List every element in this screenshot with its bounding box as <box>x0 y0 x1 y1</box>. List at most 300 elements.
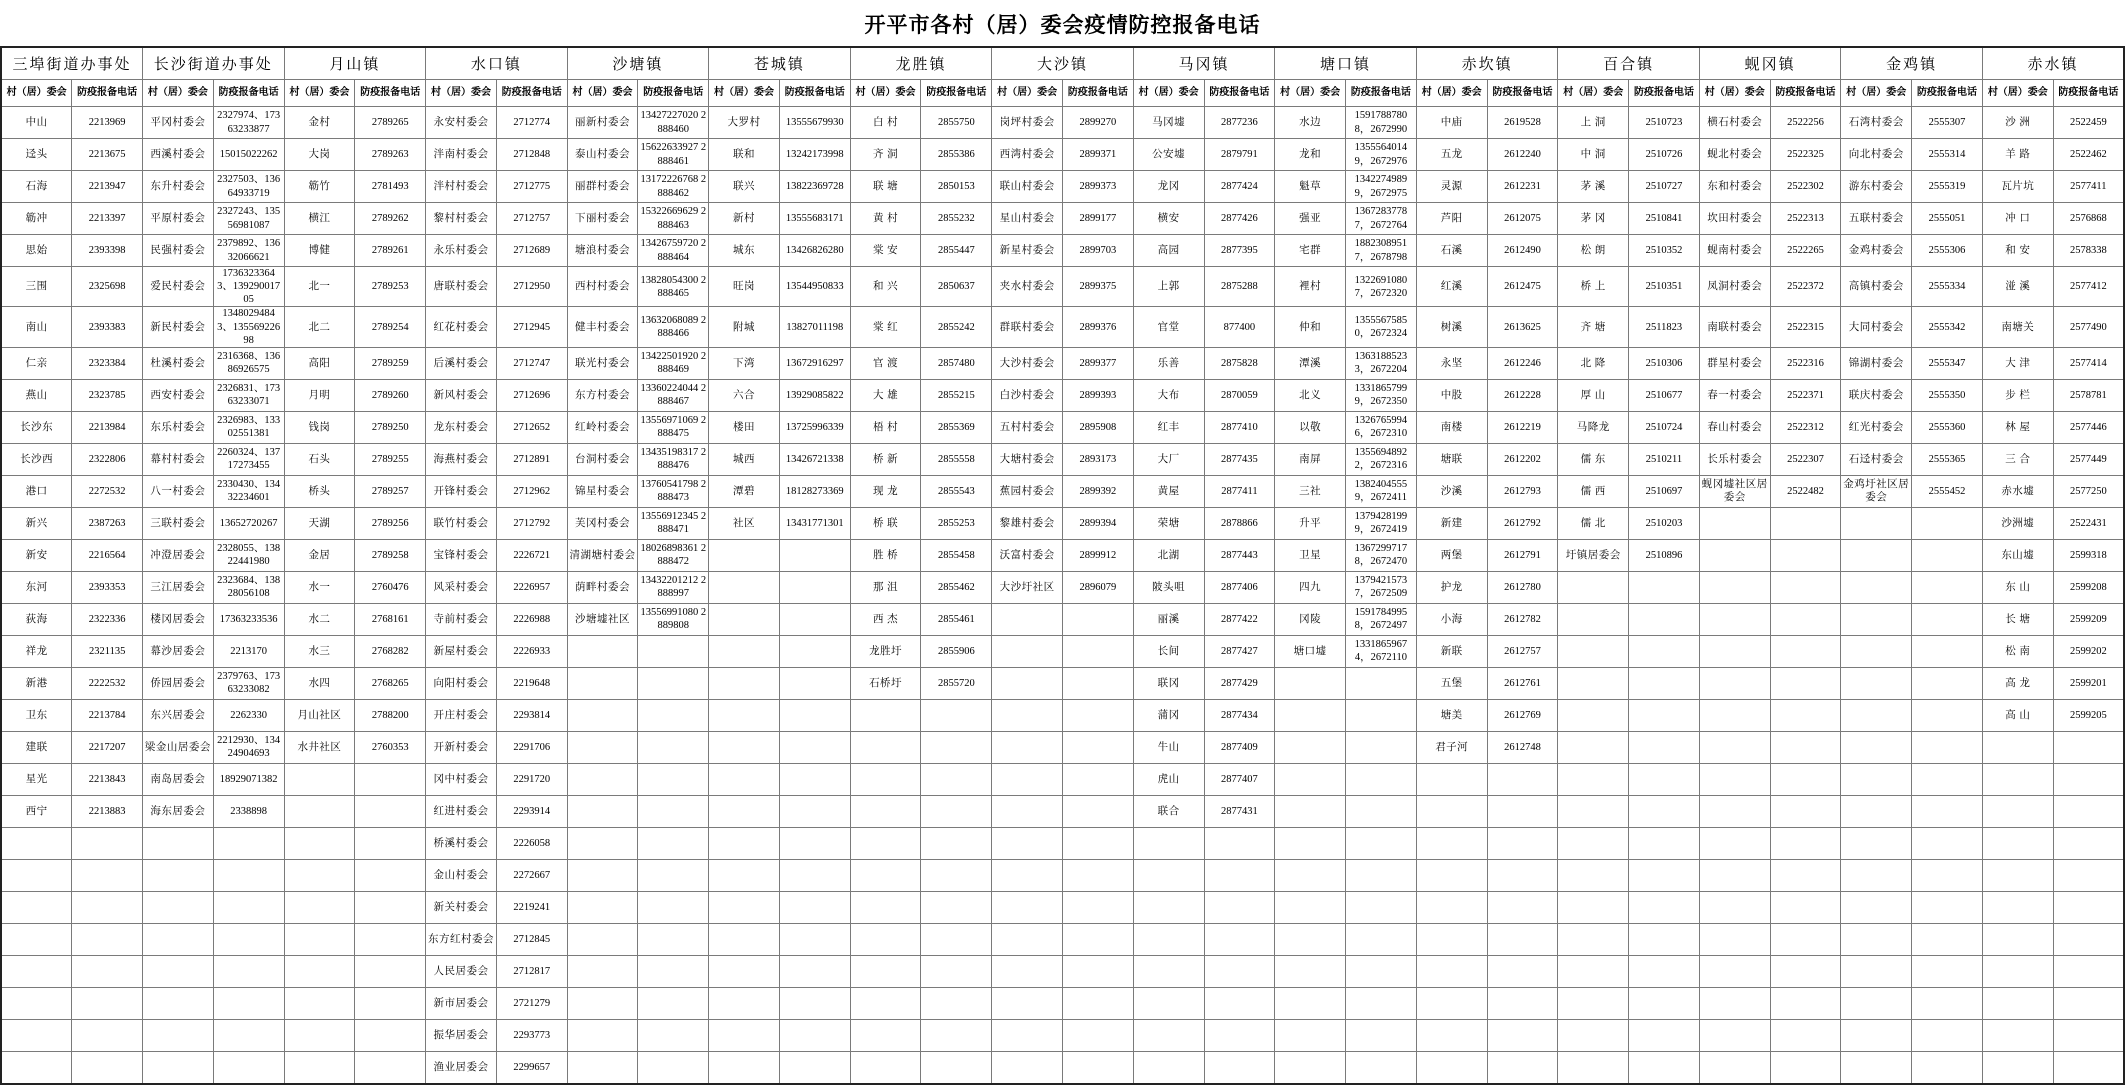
village-cell <box>709 987 780 1019</box>
phone-cell: 2226058 <box>496 827 567 859</box>
phone-cell: 2522302 <box>1770 171 1841 203</box>
phone-cell <box>1062 795 1133 827</box>
village-cell <box>567 635 638 667</box>
village-cell: 迳头 <box>1 139 72 171</box>
phone-cell: 2578338 <box>2053 235 2124 267</box>
village-cell <box>709 763 780 795</box>
village-cell: 东山墟 <box>1982 539 2053 571</box>
village-cell <box>1558 1051 1629 1084</box>
phone-cell <box>779 859 850 891</box>
phone-cell: 2327243、13556981087 <box>213 203 284 235</box>
phone-cell: 2522256 <box>1770 107 1841 139</box>
village-cell <box>1841 827 1912 859</box>
village-cell <box>1841 923 1912 955</box>
village-cell: 水边 <box>1275 107 1346 139</box>
village-cell <box>567 1051 638 1084</box>
phone-cell: 2712747 <box>496 347 567 379</box>
phone-cell: 13426826280 <box>779 235 850 267</box>
village-cell <box>143 923 214 955</box>
village-cell: 中山 <box>1 107 72 139</box>
village-cell: 新市居委会 <box>426 987 497 1019</box>
village-cell: 公安墟 <box>1133 139 1204 171</box>
village-cell: 民强村委会 <box>143 235 214 267</box>
phone-cell: 13631885233，2672204 <box>1346 347 1417 379</box>
village-cell <box>1699 891 1770 923</box>
phone-cell: 2510697 <box>1629 475 1700 507</box>
phone-cell <box>1629 1051 1700 1084</box>
phone-cell: 877400 <box>1204 307 1275 347</box>
phone-cell: 2226988 <box>496 603 567 635</box>
village-cell: 芙冈村委会 <box>567 507 638 539</box>
phone-cell <box>1912 603 1983 635</box>
phone-cell <box>1346 667 1417 699</box>
village-cell: 桥溪村委会 <box>426 827 497 859</box>
village-cell <box>567 731 638 763</box>
village-cell <box>284 955 355 987</box>
phone-cell <box>1912 795 1983 827</box>
village-cell <box>709 571 780 603</box>
village-cell <box>567 763 638 795</box>
phone-cell: 2879791 <box>1204 139 1275 171</box>
village-cell: 四九 <box>1275 571 1346 603</box>
phone-cell: 2522316 <box>1770 347 1841 379</box>
village-cell: 六合 <box>709 379 780 411</box>
village-cell: 高 山 <box>1982 699 2053 731</box>
phone-cell: 13426721338 <box>779 443 850 475</box>
village-cell: 石湾村委会 <box>1841 107 1912 139</box>
village-cell: 楼田 <box>709 411 780 443</box>
phone-cell <box>1487 795 1558 827</box>
village-cell: 燕山 <box>1 379 72 411</box>
phone-cell <box>2053 891 2124 923</box>
village-cell: 新关村委会 <box>426 891 497 923</box>
phone-cell: 2712775 <box>496 171 567 203</box>
phone-cell: 2877407 <box>1204 763 1275 795</box>
phone-cell <box>1912 1051 1983 1084</box>
phone-cell: 18026898361 2888472 <box>638 539 709 571</box>
village-cell: 龙和 <box>1275 139 1346 171</box>
phone-cell <box>1346 731 1417 763</box>
village-cell <box>850 1019 921 1051</box>
village-cell <box>1558 987 1629 1019</box>
phone-cell <box>1062 859 1133 891</box>
village-cell: 金山村委会 <box>426 859 497 891</box>
village-cell <box>284 923 355 955</box>
phone-cell: 2576868 <box>2053 203 2124 235</box>
village-cell <box>1841 1019 1912 1051</box>
village-cell: 唐联村委会 <box>426 267 497 307</box>
phone-cell <box>921 955 992 987</box>
phone-cell: 2612792 <box>1487 507 1558 539</box>
village-cell <box>1558 571 1629 603</box>
village-cell: 宅群 <box>1275 235 1346 267</box>
phone-cell <box>921 699 992 731</box>
village-cell: 联冈 <box>1133 667 1204 699</box>
village-cell <box>1275 891 1346 923</box>
phone-cell: 2522462 <box>2053 139 2124 171</box>
table-row <box>1 171 2124 203</box>
phone-cell: 13422749899，2672975 <box>1346 171 1417 203</box>
village-column-header: 村（居）委会 <box>850 80 921 107</box>
phone-cell <box>1912 507 1983 539</box>
village-cell: 长沙东 <box>1 411 72 443</box>
phone-column-header: 防疫报备电话 <box>1062 80 1133 107</box>
village-cell: 大塘村委会 <box>992 443 1063 475</box>
village-cell <box>1133 923 1204 955</box>
village-cell: 龙冈 <box>1133 171 1204 203</box>
village-cell: 齐 塘 <box>1558 307 1629 347</box>
phone-column-header: 防疫报备电话 <box>1346 80 1417 107</box>
village-cell <box>992 987 1063 1019</box>
village-cell: 黄 村 <box>850 203 921 235</box>
phone-cell: 2877406 <box>1204 571 1275 603</box>
phone-column-header: 防疫报备电话 <box>72 80 143 107</box>
phone-cell: 2293914 <box>496 795 567 827</box>
phone-cell <box>2053 1019 2124 1051</box>
table-row <box>1 731 2124 763</box>
phone-cell: 2599201 <box>2053 667 2124 699</box>
phone-cell <box>355 1051 426 1084</box>
village-cell: 城西 <box>709 443 780 475</box>
village-cell: 陂头咀 <box>1133 571 1204 603</box>
village-cell: 丽新村委会 <box>567 107 638 139</box>
phone-cell: 2899394 <box>1062 507 1133 539</box>
phone-cell: 2712950 <box>496 267 567 307</box>
village-cell <box>1416 859 1487 891</box>
village-cell: 荫畔村委会 <box>567 571 638 603</box>
table-row <box>1 571 2124 603</box>
village-column-header: 村（居）委会 <box>426 80 497 107</box>
village-cell: 仁亲 <box>1 347 72 379</box>
village-cell: 东兴居委会 <box>143 699 214 731</box>
village-cell: 开锋村委会 <box>426 475 497 507</box>
village-cell: 冲澄居委会 <box>143 539 214 571</box>
phone-cell <box>355 795 426 827</box>
phone-cell <box>779 795 850 827</box>
phone-cell: 2850153 <box>921 171 992 203</box>
village-cell: 新联 <box>1416 635 1487 667</box>
village-cell <box>567 987 638 1019</box>
phone-cell <box>2053 795 2124 827</box>
phone-cell: 2855253 <box>921 507 992 539</box>
phone-cell: 2387263 <box>72 507 143 539</box>
phone-cell <box>1629 635 1700 667</box>
village-cell <box>709 539 780 571</box>
phone-cell: 2262330 <box>213 699 284 731</box>
village-cell: 健丰村委会 <box>567 307 638 347</box>
phone-cell: 2712696 <box>496 379 567 411</box>
village-cell: 五堡 <box>1416 667 1487 699</box>
phone-cell <box>779 955 850 987</box>
table-row <box>1 955 2124 987</box>
phone-cell: 2895908 <box>1062 411 1133 443</box>
phone-cell: 13632068089 2888466 <box>638 307 709 347</box>
village-cell: 树溪 <box>1416 307 1487 347</box>
village-cell <box>1982 859 2053 891</box>
town-header-12: 蚬冈镇 <box>1699 47 1841 80</box>
town-header-14: 赤水镇 <box>1982 47 2124 80</box>
phone-cell: 13794281999，2672419 <box>1346 507 1417 539</box>
table-row <box>1 347 2124 379</box>
village-cell: 桥 新 <box>850 443 921 475</box>
village-cell: 君子河 <box>1416 731 1487 763</box>
village-cell: 齐 洞 <box>850 139 921 171</box>
village-cell: 蒲冈 <box>1133 699 1204 731</box>
village-cell: 沙溪 <box>1416 475 1487 507</box>
phone-cell: 2379763、17363233082 <box>213 667 284 699</box>
phone-cell <box>638 667 709 699</box>
phone-cell: 2510726 <box>1629 139 1700 171</box>
village-cell <box>1 859 72 891</box>
village-cell <box>1699 795 1770 827</box>
village-cell: 步 栏 <box>1982 379 2053 411</box>
phone-cell <box>1629 795 1700 827</box>
phone-cell: 13672837787，2672764 <box>1346 203 1417 235</box>
phone-cell: 2213397 <box>72 203 143 235</box>
phone-cell: 2789260 <box>355 379 426 411</box>
village-cell: 荻海 <box>1 603 72 635</box>
phone-cell: 2522313 <box>1770 203 1841 235</box>
village-cell: 联和 <box>709 139 780 171</box>
phone-cell <box>779 763 850 795</box>
village-cell: 魁草 <box>1275 171 1346 203</box>
village-cell: 五龙 <box>1416 139 1487 171</box>
village-cell: 月山社区 <box>284 699 355 731</box>
phone-column-header: 防疫报备电话 <box>921 80 992 107</box>
phone-cell <box>1487 859 1558 891</box>
phone-cell <box>1629 827 1700 859</box>
village-cell <box>284 859 355 891</box>
phone-cell: 2291706 <box>496 731 567 763</box>
village-cell: 黎雄村委会 <box>992 507 1063 539</box>
phone-cell <box>1770 667 1841 699</box>
village-cell: 大同村委会 <box>1841 307 1912 347</box>
phone-cell: 13556948922，2672316 <box>1346 443 1417 475</box>
phone-cell <box>355 763 426 795</box>
phone-cell: 2213947 <box>72 171 143 203</box>
village-cell: 大 雄 <box>850 379 921 411</box>
village-cell: 石溪 <box>1416 235 1487 267</box>
phone-cell: 17363233643、13929001705 <box>213 267 284 307</box>
phone-cell: 15917887808，2672990 <box>1346 107 1417 139</box>
village-cell: 东河 <box>1 571 72 603</box>
phone-cell <box>72 923 143 955</box>
phone-cell: 18128273369 <box>779 475 850 507</box>
village-cell: 儒 北 <box>1558 507 1629 539</box>
table-row <box>1 507 2124 539</box>
phone-cell <box>1770 571 1841 603</box>
phone-cell <box>1346 827 1417 859</box>
village-cell: 茅 冈 <box>1558 203 1629 235</box>
phone-cell: 2877434 <box>1204 699 1275 731</box>
village-cell: 白 村 <box>850 107 921 139</box>
village-cell: 黎村村委会 <box>426 203 497 235</box>
phone-cell: 2510724 <box>1629 411 1700 443</box>
village-cell: 大岗 <box>284 139 355 171</box>
phone-cell: 2877435 <box>1204 443 1275 475</box>
village-cell: 棠 安 <box>850 235 921 267</box>
village-cell: 茅 溪 <box>1558 171 1629 203</box>
phone-cell <box>213 891 284 923</box>
village-cell: 高阳 <box>284 347 355 379</box>
phone-cell: 2213784 <box>72 699 143 731</box>
phone-cell <box>72 1051 143 1084</box>
village-cell: 清湖塘村委会 <box>567 539 638 571</box>
village-cell <box>1 1051 72 1084</box>
table-row <box>1 539 2124 571</box>
phone-cell: 2555307 <box>1912 107 1983 139</box>
village-cell: 小海 <box>1416 603 1487 635</box>
village-cell: 胜 桥 <box>850 539 921 571</box>
phone-cell: 2522325 <box>1770 139 1841 171</box>
phone-cell: 2510677 <box>1629 379 1700 411</box>
phone-cell <box>1204 987 1275 1019</box>
village-cell: 高园 <box>1133 235 1204 267</box>
phone-cell: 2326831、17363233071 <box>213 379 284 411</box>
village-cell: 卫星 <box>1275 539 1346 571</box>
village-cell <box>709 731 780 763</box>
phone-cell: 2870059 <box>1204 379 1275 411</box>
phone-column-header: 防疫报备电话 <box>355 80 426 107</box>
phone-cell <box>355 1019 426 1051</box>
village-cell <box>992 827 1063 859</box>
phone-cell: 2612757 <box>1487 635 1558 667</box>
village-cell: 现 龙 <box>850 475 921 507</box>
village-cell: 林 屋 <box>1982 411 2053 443</box>
phone-cell: 13426759720 2888464 <box>638 235 709 267</box>
village-cell <box>1133 955 1204 987</box>
phone-cell <box>1912 699 1983 731</box>
village-cell: 泮南村委会 <box>426 139 497 171</box>
phone-cell: 13435198317 2888476 <box>638 443 709 475</box>
village-cell <box>1275 763 1346 795</box>
phone-cell: 2877236 <box>1204 107 1275 139</box>
phone-cell: 2555314 <box>1912 139 1983 171</box>
phone-cell: 2222532 <box>72 667 143 699</box>
village-cell <box>1275 1019 1346 1051</box>
phone-cell: 2789256 <box>355 507 426 539</box>
phone-cell: 2855242 <box>921 307 992 347</box>
village-cell <box>1558 891 1629 923</box>
phone-cell: 13672997178，2672470 <box>1346 539 1417 571</box>
phone-cell <box>638 699 709 731</box>
village-cell <box>1558 923 1629 955</box>
village-cell: 白沙村委会 <box>992 379 1063 411</box>
phone-cell: 2612219 <box>1487 411 1558 443</box>
phone-cell <box>2053 763 2124 795</box>
phone-cell: 2612780 <box>1487 571 1558 603</box>
phone-cell: 2213170 <box>213 635 284 667</box>
village-cell <box>850 987 921 1019</box>
phone-cell: 2789257 <box>355 475 426 507</box>
village-cell <box>1841 1051 1912 1084</box>
phone-cell: 13431771301 <box>779 507 850 539</box>
phone-cell: 2855543 <box>921 475 992 507</box>
village-cell: 马降龙 <box>1558 411 1629 443</box>
phone-cell: 18929071382 <box>213 763 284 795</box>
village-cell <box>1841 891 1912 923</box>
phone-cell: 2789259 <box>355 347 426 379</box>
town-header-7: 大沙镇 <box>992 47 1134 80</box>
village-cell <box>709 1051 780 1084</box>
phone-cell: 2612475 <box>1487 267 1558 307</box>
village-cell <box>143 859 214 891</box>
village-cell: 石头 <box>284 443 355 475</box>
phone-cell: 13226910807，2672320 <box>1346 267 1417 307</box>
phone-cell <box>1487 763 1558 795</box>
phone-cell <box>1770 955 1841 987</box>
phone-cell: 2768265 <box>355 667 426 699</box>
village-cell <box>143 987 214 1019</box>
phone-cell <box>1770 827 1841 859</box>
phone-cell <box>638 827 709 859</box>
village-cell <box>567 699 638 731</box>
phone-cell: 2789262 <box>355 203 426 235</box>
phone-cell <box>1346 763 1417 795</box>
village-cell: 三江居委会 <box>143 571 214 603</box>
village-cell: 联光村委会 <box>567 347 638 379</box>
village-cell: 金鸡圩社区居委会 <box>1841 475 1912 507</box>
village-cell <box>1416 795 1487 827</box>
town-header-6: 龙胜镇 <box>850 47 992 80</box>
phone-cell: 2789265 <box>355 107 426 139</box>
village-cell: 东乐村委会 <box>143 411 214 443</box>
phone-cell: 2712817 <box>496 955 567 987</box>
village-cell <box>567 923 638 955</box>
village-cell <box>1841 539 1912 571</box>
phone-cell: 2577412 <box>2053 267 2124 307</box>
phone-cell <box>1062 731 1133 763</box>
phone-cell <box>779 635 850 667</box>
phone-cell: 13242173998 <box>779 139 850 171</box>
village-cell: 马冈墟 <box>1133 107 1204 139</box>
phone-cell: 15622633927 2888461 <box>638 139 709 171</box>
village-cell <box>1982 827 2053 859</box>
village-cell: 大罗村 <box>709 107 780 139</box>
phone-cell: 2712792 <box>496 507 567 539</box>
village-cell <box>1699 987 1770 1019</box>
phone-cell <box>1346 923 1417 955</box>
phone-cell: 15322669629 2888463 <box>638 203 709 235</box>
village-cell: 五村村委会 <box>992 411 1063 443</box>
phone-cell <box>1629 603 1700 635</box>
phone-cell <box>921 891 992 923</box>
village-cell <box>1982 731 2053 763</box>
village-cell: 新风村委会 <box>426 379 497 411</box>
phone-cell <box>1204 1051 1275 1084</box>
phone-cell <box>2053 987 2124 1019</box>
village-cell: 虎山 <box>1133 763 1204 795</box>
phone-cell: 2612791 <box>1487 539 1558 571</box>
village-cell <box>1699 731 1770 763</box>
phone-cell: 2555365 <box>1912 443 1983 475</box>
village-cell: 瓦片坑 <box>1982 171 2053 203</box>
village-cell: 凤洞村委会 <box>1699 267 1770 307</box>
phone-cell: 13822369728 <box>779 171 850 203</box>
village-column-header: 村（居）委会 <box>709 80 780 107</box>
village-cell <box>709 699 780 731</box>
village-cell: 牛山 <box>1133 731 1204 763</box>
village-cell <box>1133 1051 1204 1084</box>
village-cell: 博健 <box>284 235 355 267</box>
phone-cell: 2855369 <box>921 411 992 443</box>
table-row <box>1 891 2124 923</box>
village-cell: 爱民村委会 <box>143 267 214 307</box>
village-cell: 冲 口 <box>1982 203 2053 235</box>
phone-cell: 2522307 <box>1770 443 1841 475</box>
phone-cell: 2522431 <box>2053 507 2124 539</box>
phone-cell: 2877410 <box>1204 411 1275 443</box>
